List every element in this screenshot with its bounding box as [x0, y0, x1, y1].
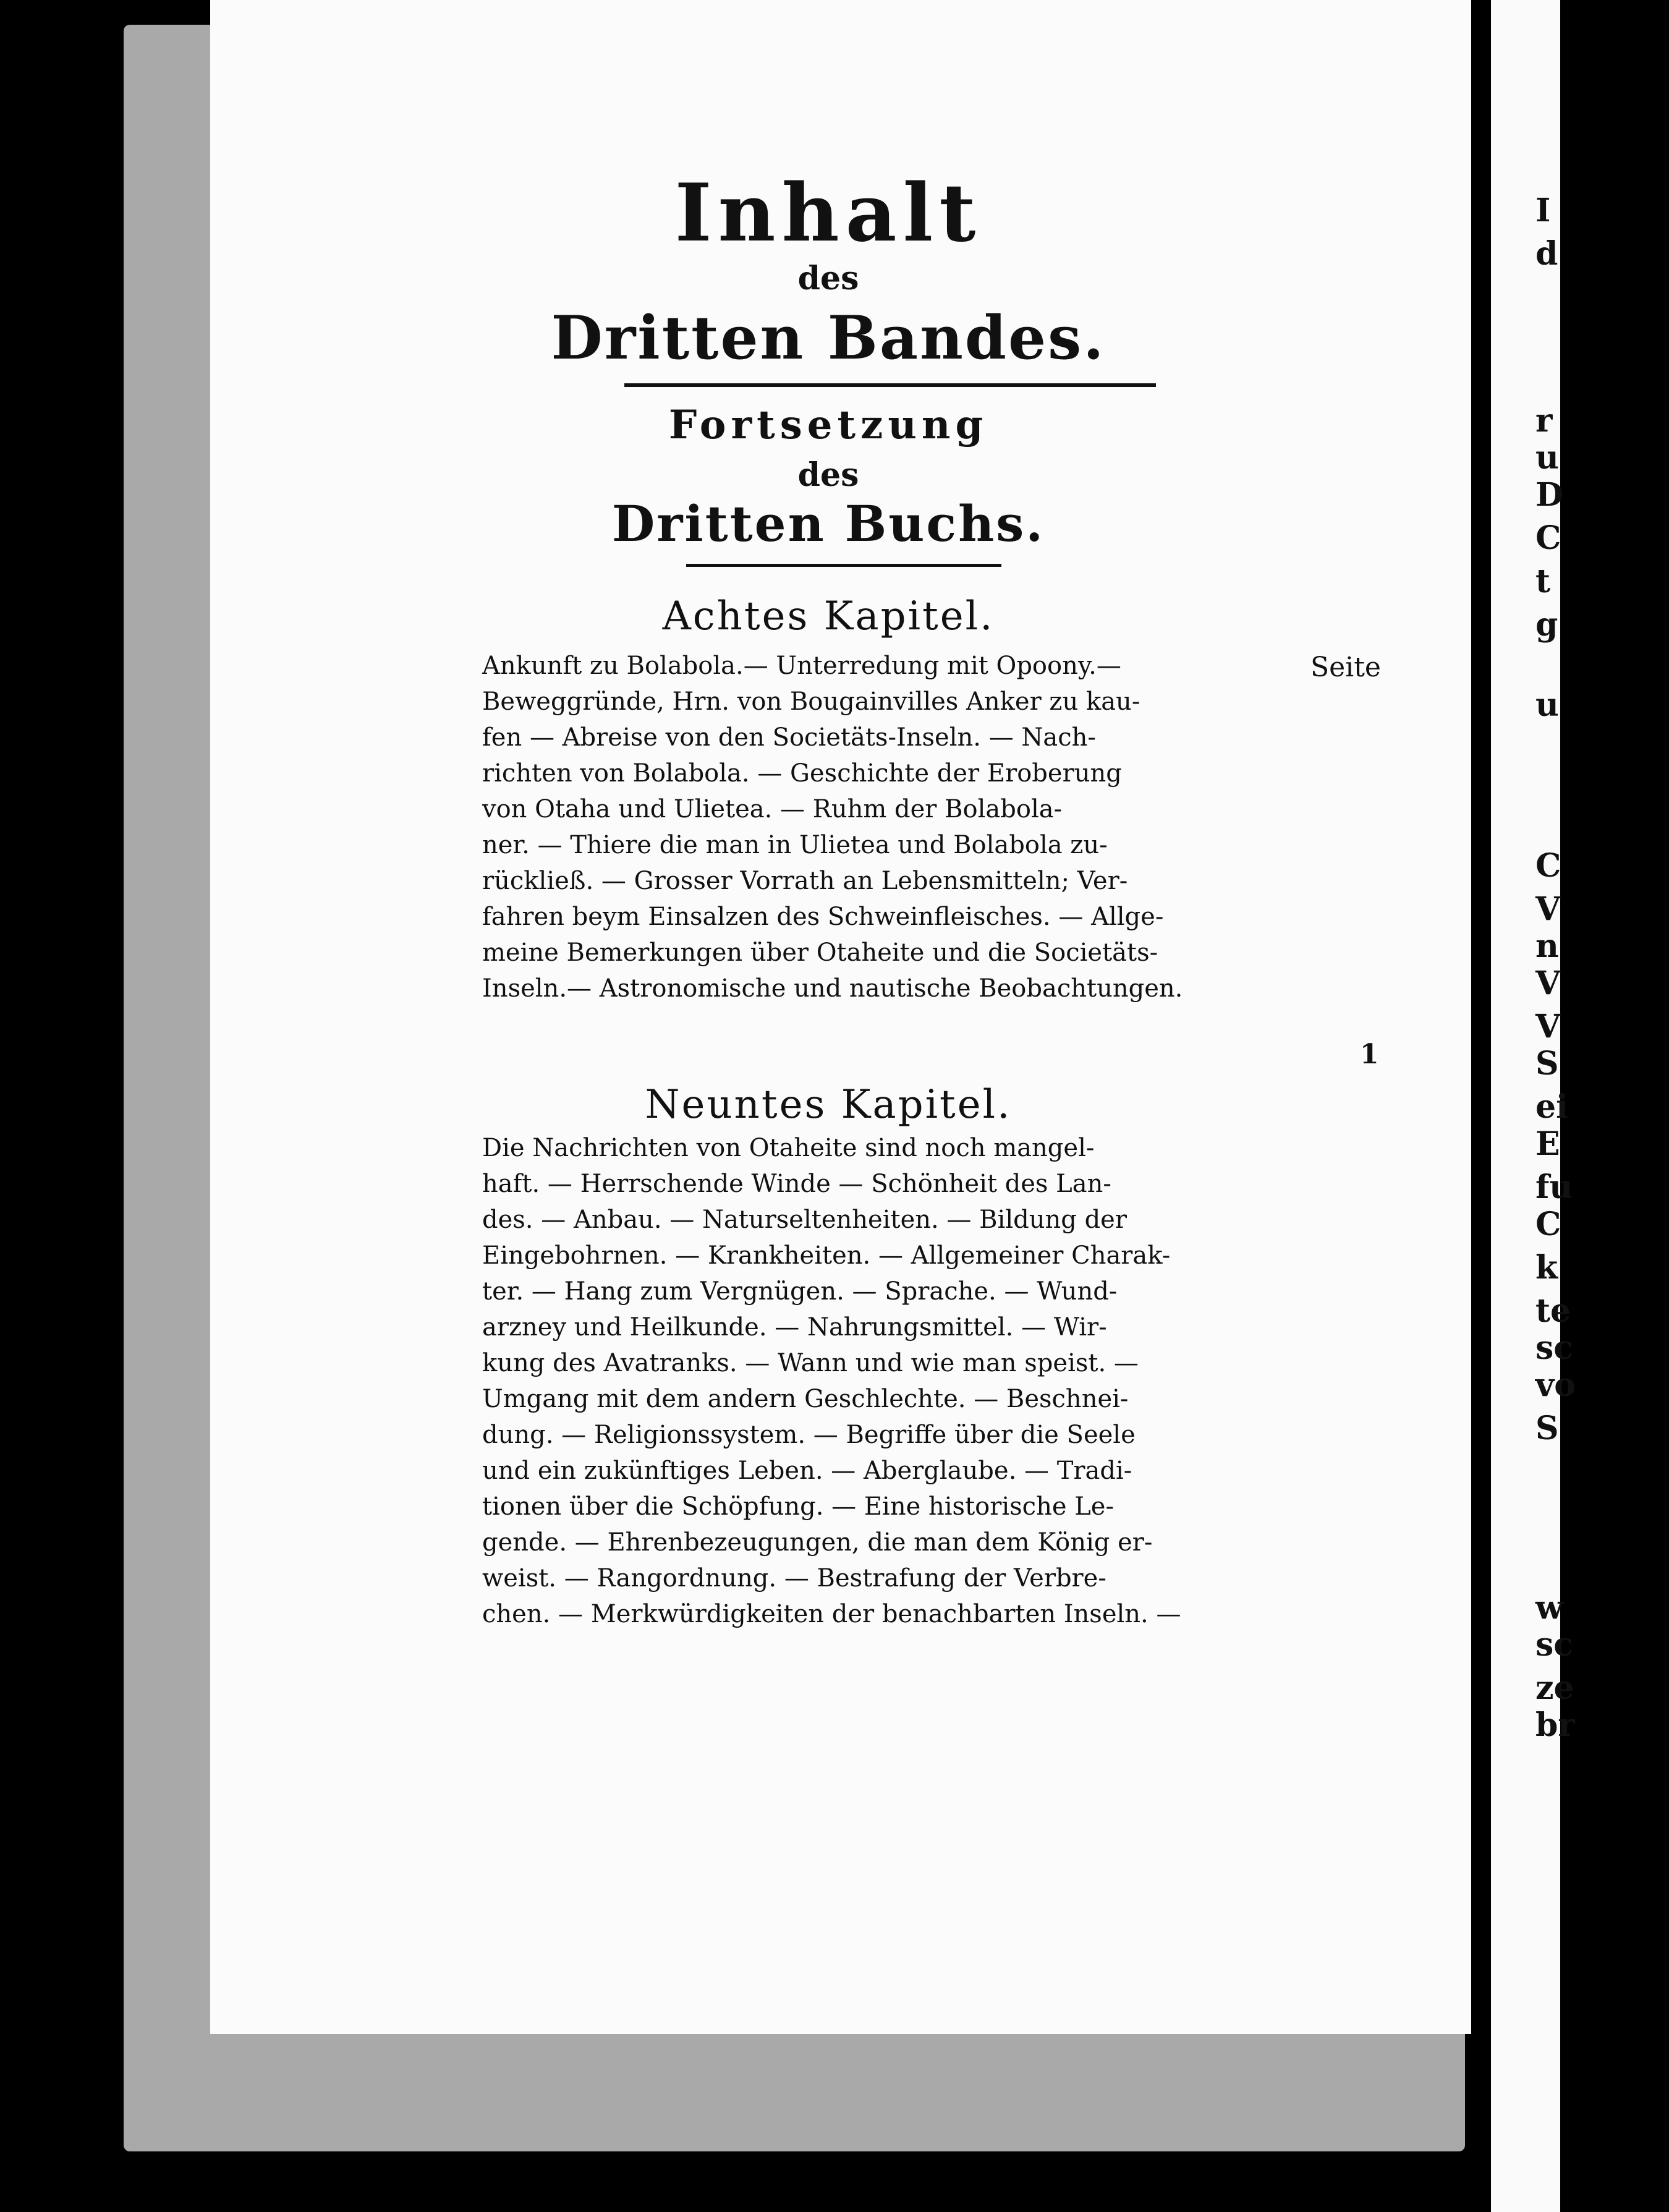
page-title: Inhalt	[674, 167, 982, 260]
summary-line: Umgang mit dem andern Geschlechte. — Beschnei-	[482, 1385, 1129, 1413]
book-page	[210, 0, 1471, 2034]
facing-page-fragment: fu	[1535, 1168, 1573, 1206]
facing-page-fragment: vo	[1535, 1366, 1576, 1404]
facing-page-fragment: te	[1535, 1292, 1571, 1330]
chapter-9-summary	[482, 1130, 1199, 1632]
summary-line: haft. — Herrschende Winde — Schönheit des Lan-	[482, 1170, 1111, 1198]
facing-page-fragment: E	[1535, 1125, 1560, 1163]
summary-line: meine Bemerkungen über Otaheite und die Societäts-	[482, 938, 1158, 967]
facing-page-fragment: C	[1535, 847, 1561, 885]
facing-page-fragment: n	[1535, 927, 1559, 965]
summary-line: rückließ. — Grosser Vorrath an Lebensmitteln; Ver-	[482, 867, 1128, 895]
summary-line: dung. — Religionssystem. — Begriffe über die Seele	[482, 1421, 1136, 1449]
summary-line: kung des Avatranks. — Wann und wie man speist. —	[482, 1349, 1139, 1377]
facing-page-fragment: V	[1535, 890, 1561, 928]
facing-page-fragment: w	[1535, 1589, 1563, 1627]
chapter-9-title: Neuntes Kapitel.	[645, 1082, 1012, 1128]
summary-line: fen — Abreise von den Societäts-Inseln. — Nach-	[482, 723, 1096, 752]
volume-title: Dritten Bandes.	[551, 303, 1106, 373]
facing-page-fragment: S	[1535, 1045, 1559, 1083]
summary-line: Eingebohrnen. — Krankheiten. — Allgemeiner Charak-	[482, 1241, 1171, 1270]
summary-line: ner. — Thiere die man in Ulietea und Bolabola zu-	[482, 831, 1108, 859]
facing-page-fragment: g	[1535, 606, 1558, 644]
facing-page-fragment: D	[1535, 476, 1564, 514]
facing-page-fragment: V	[1535, 964, 1561, 1002]
summary-line: des. — Anbau. — Naturseltenheiten. — Bildung der	[482, 1206, 1127, 1234]
facing-page-fragment: ei	[1535, 1088, 1568, 1126]
summary-line: und ein zukünftiges Leben. — Aberglaube. — Tradi-	[482, 1457, 1132, 1485]
page-column-label: Seite	[1310, 652, 1381, 683]
facing-page-fragment: sc	[1535, 1626, 1573, 1664]
facing-page-fragment: t	[1535, 563, 1551, 600]
chapter-8-page-number: 1	[1360, 1039, 1379, 1070]
summary-line: von Otaha und Ulietea. — Ruhm der Bolabola-	[482, 795, 1063, 823]
summary-line: Inseln.— Astronomische und nautische Beobachtungen.	[482, 974, 1183, 1003]
summary-line: ter. — Hang zum Vergnügen. — Sprache. — Wund-	[482, 1277, 1118, 1306]
summary-line: Die Nachrichten von Otaheite sind noch mangel-	[482, 1134, 1095, 1162]
chapter-8-summary	[482, 648, 1199, 1006]
book-title: Dritten Buchs.	[611, 495, 1045, 553]
summary-line: Beweggründe, Hrn. von Bougainvilles Anker zu kau-	[482, 687, 1140, 716]
heading-article: des	[797, 260, 859, 297]
facing-page-fragment: br	[1535, 1706, 1575, 1744]
summary-line: richten von Bolabola. — Geschichte der Eroberung	[482, 759, 1122, 788]
summary-line: chen. — Merkwürdigkeiten der benachbarten Inseln. —	[482, 1600, 1181, 1628]
section-article: des	[797, 456, 859, 494]
facing-page-fragment: I	[1535, 192, 1551, 229]
facing-page-fragment: r	[1535, 402, 1553, 440]
section-title: Fortsetzung	[668, 402, 988, 448]
summary-line: Ankunft zu Bolabola.— Unterredung mit Opoony.—	[482, 652, 1121, 680]
facing-page-fragment: u	[1535, 439, 1559, 477]
facing-page-fragment: S	[1535, 1410, 1559, 1447]
facing-page-fragment: C	[1535, 1206, 1561, 1243]
facing-page-fragment: C	[1535, 519, 1561, 557]
facing-page-fragment: u	[1535, 686, 1559, 724]
summary-line: weist. — Rangordnung. — Bestrafung der Verbre-	[482, 1564, 1106, 1593]
summary-line: arzney und Heilkunde. — Nahrungsmittel. — Wir-	[482, 1313, 1107, 1342]
facing-page-fragment: sc	[1535, 1329, 1573, 1367]
summary-line: fahren beym Einsalzen des Schweinfleisches. — Allge-	[482, 903, 1164, 931]
summary-line: tionen über die Schöpfung. — Eine historische Le-	[482, 1492, 1114, 1521]
summary-line: gende. — Ehrenbezeugungen, die man dem König er-	[482, 1528, 1153, 1557]
chapter-8-title: Achtes Kapitel.	[662, 593, 995, 639]
facing-page-fragment: d	[1535, 235, 1558, 273]
facing-page-fragment: V	[1535, 1008, 1561, 1045]
facing-page-fragment: ze	[1535, 1669, 1574, 1707]
facing-page-fragment: k	[1535, 1249, 1558, 1287]
